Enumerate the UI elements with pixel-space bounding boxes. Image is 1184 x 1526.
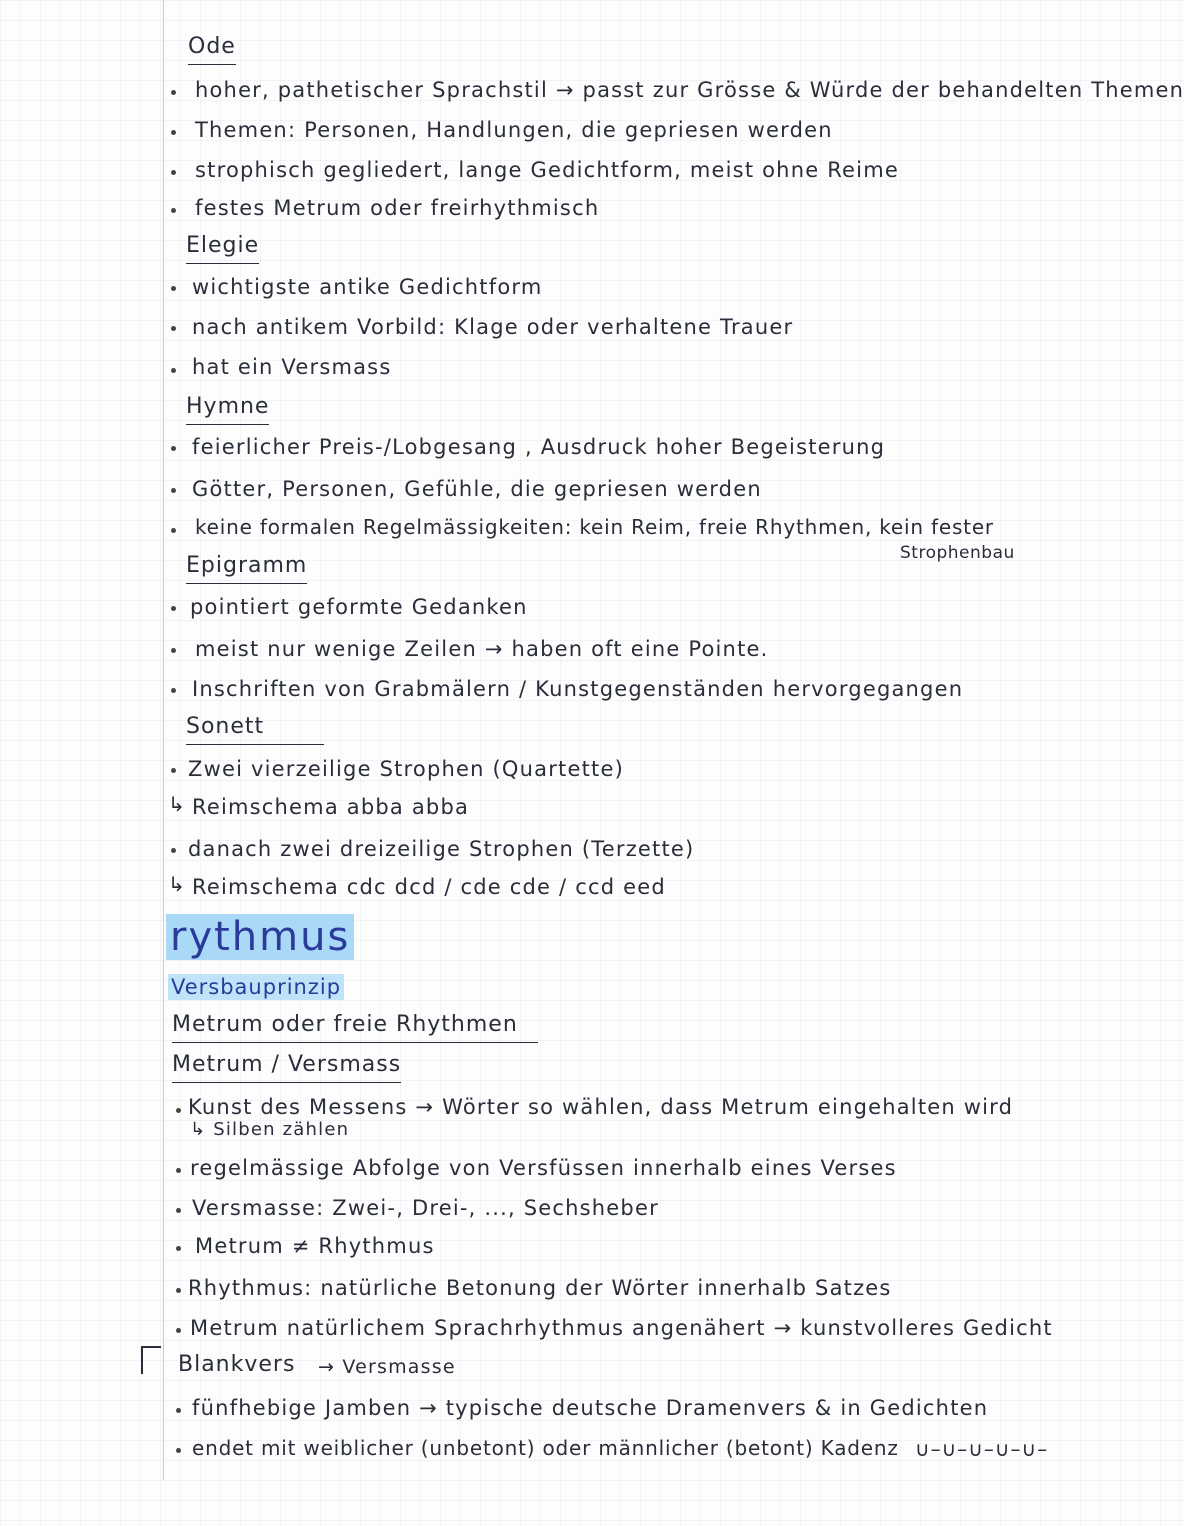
elegie-item-1: wichtigste antike Gedichtform [192, 275, 543, 299]
sonett-sub-2: Reimschema cdc dcd / cde cde / ccd eed [192, 875, 666, 899]
rhythmus-title: rythmus [166, 914, 354, 960]
hymne-item-3: keine formalen Regelmässigkeiten: kein Reim, freie Rhythmen, kein fester [195, 515, 994, 539]
bullet [171, 286, 176, 291]
elegie-heading: Elegie [186, 233, 259, 264]
bullet [171, 606, 176, 611]
blankvers-item-1: fünfhebige Jamben → typische deutsche Dramenvers & in Gedichten [192, 1396, 989, 1420]
sub-arrow-icon: ↳ [168, 872, 185, 896]
bullet [171, 90, 176, 95]
rhythmus-subtitle: Versbauprinzip [168, 974, 344, 1000]
elegie-item-2: nach antikem Vorbild: Klage oder verhaltene Trauer [192, 315, 794, 339]
bullet [176, 1208, 181, 1213]
epigramm-item-3: Inschriften von Grabmälern / Kunstgegenständen hervorgegangen [192, 677, 964, 701]
bullet [176, 1408, 181, 1413]
bullet [176, 1168, 181, 1173]
bracket-mark [141, 1346, 161, 1374]
ode-item-4: festes Metrum oder freirhythmisch [195, 196, 600, 220]
hymne-item-3-continuation: Strophenbau [900, 543, 1015, 563]
kadenz-pattern: ∪–∪–∪–∪–∪– [915, 1437, 1049, 1461]
sonett-heading: Sonett [186, 714, 324, 745]
metrum-heading: Metrum / Versmass [172, 1052, 401, 1083]
hymne-item-1: feierlicher Preis-/Lobgesang , Ausdruck hoher Begeisterung [192, 435, 886, 459]
bullet [171, 528, 176, 533]
epigramm-item-2: meist nur wenige Zeilen → haben oft eine Pointe. [195, 637, 769, 661]
bullet [171, 170, 176, 175]
metrum-item-6: Metrum natürlichem Sprachrhythmus angenähert → kunstvolleres Gedicht [190, 1316, 1053, 1340]
bullet [171, 688, 176, 693]
elegie-item-3: hat ein Versmass [192, 355, 392, 379]
metrum-item-3: Versmasse: Zwei-, Drei-, ..., Sechsheber [192, 1196, 659, 1220]
metrum-item-2: regelmässige Abfolge von Versfüssen innerhalb eines Verses [190, 1156, 897, 1180]
sonett-item-2: danach zwei dreizeilige Strophen (Terzette) [188, 837, 695, 861]
bullet [176, 1108, 181, 1113]
bullet [176, 1288, 181, 1293]
sonett-sub-1: Reimschema abba abba [192, 795, 470, 819]
bullet [171, 648, 176, 653]
bullet [171, 368, 176, 373]
bullet [171, 446, 176, 451]
bullet [171, 326, 176, 331]
sonett-item-1: Zwei vierzeilige Strophen (Quartette) [188, 757, 624, 781]
bullet [171, 130, 176, 135]
epigramm-item-1: pointiert geformte Gedanken [190, 595, 528, 619]
sub-arrow-icon: ↳ [168, 792, 185, 816]
bullet [171, 848, 176, 853]
bullet [171, 208, 176, 213]
ode-item-2: Themen: Personen, Handlungen, die gepriesen werden [195, 118, 833, 142]
blankvers-heading: Blankvers [178, 1352, 296, 1377]
ode-item-1: hoher, pathetischer Sprachstil → passt zur Grösse & Würde der behandelten Themen [195, 78, 1184, 102]
blankvers-arrow-note: → Versmasse [318, 1356, 456, 1378]
metrum-item-1: Kunst des Messens → Wörter so wählen, dass Metrum eingehalten wird [188, 1095, 1014, 1119]
metrum-item-4: Metrum ≠ Rhythmus [195, 1234, 435, 1258]
epigramm-heading: Epigramm [186, 553, 307, 584]
hymne-heading: Hymne [186, 394, 269, 425]
hymne-item-2: Götter, Personen, Gefühle, die gepriesen werden [192, 477, 762, 501]
rhythmus-line: Metrum oder freie Rhythmen [172, 1012, 538, 1043]
metrum-sub-silben: ↳ Silben zählen [190, 1119, 350, 1140]
bullet [176, 1448, 181, 1453]
bullet [176, 1328, 181, 1333]
blankvers-item-2: endet mit weiblicher (unbetont) oder männlicher (betont) Kadenz [192, 1436, 899, 1460]
ode-item-3: strophisch gegliedert, lange Gedichtform, meist ohne Reime [195, 158, 899, 182]
bullet [171, 488, 176, 493]
bullet [176, 1246, 181, 1251]
bullet [171, 768, 176, 773]
margin-line [163, 0, 164, 1480]
ode-heading: Ode [188, 34, 236, 65]
metrum-item-5: Rhythmus: natürliche Betonung der Wörter innerhalb Satzes [188, 1276, 892, 1300]
